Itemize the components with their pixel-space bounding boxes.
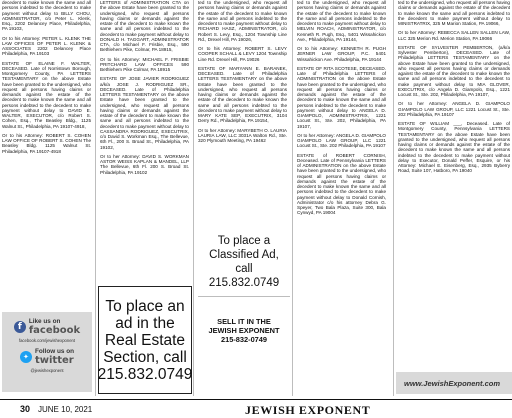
ad-phone: 215.832.0749 (97, 365, 193, 383)
notice-paragraph: Or to her Attorney: ANGELA D. GIAMPOLO GIAMPOLO LAW GROUP, LLC 1221 Locust St., Ste. 202 Philadelphia, PA 19107 (398, 101, 510, 117)
column-rule (193, 0, 194, 396)
notice-paragraph: Or to his Attorney: ROBERT S. COHEN LAW OFFICE OF ROBERT S. COHEN The Beasley Bldg. 1125 Walnut St. Philadelphia, PA 19107-4918 (2, 132, 91, 154)
twitter-handle[interactable]: @jewishexponent (30, 368, 64, 373)
notice-paragraph: Or to her Attorney: DAVID S. WORKMAN ASTOR WEISS KAPLAN & MANDEL, LLP The Bellevue, 6th Fl. 200 S. Broad St. Philadelphia, PA 19102 (100, 153, 189, 175)
ad-phone: call 215.832.0749 (208, 263, 280, 289)
classified-ad (200, 232, 288, 292)
ad-line: Real Estate (104, 331, 186, 349)
column-rule (292, 0, 293, 396)
legal-column-3 (196, 0, 289, 228)
facebook-url[interactable]: facebook.com/jewishexponent (18, 338, 76, 343)
page-number: 30 (20, 404, 31, 414)
notice-paragraph: ted to the undersigned, who request all persons having claims or demands against the estate of the decedent to make known the same and all persons indebted to the decedent to make payment without delay to MINISTRATRIX, 325 M Marion Station, PA 19066, (398, 0, 510, 26)
real-estate-ad (98, 286, 192, 394)
notice-paragraph: ESTATE OF JOSE JAVIER RODRIGUEZ a/k/a JOSE J. RODRIGUEZ SR., DECEASED. Late of Philadelphia LETTERS TESTAMENTARY on the above Estate have been granted to the undersigned, who request all persons having claims or demands against the estate of the decedent to make known the same and all persons indebted to the decedent to make payment without delay to CASSANDRA RODRIGUEZ, EXECUTRIX, c/o David S. Workman Esq., The Bellevue, 6th Fl., 200 S. Broad St., Philadelphia, PA 19102, (100, 76, 189, 150)
notice-paragraph: Or to her Attorney: ANGELA D. GIAMPOLO GIAMPOLO LAW GROUP, LLC 1221 Locust St., Ste. 202 Philadelphia, PA 19107 (297, 132, 386, 149)
ad-line: Classified Ad, (209, 249, 279, 261)
ad-line: To place an (105, 297, 185, 315)
notice-paragraph: ESTATE OF SYLVESTER PEMBERTON, (a/k/a Sylvester Pemberton), DECEASED. Late of Philadelphia LETTERS TESTAMENTARY on the above Estate have been granted to the undersigned, who request all persons having claims or demands against the estate of the decedent to make known the same and all persons indebted to the decedent to make payment without delay to MIA GLOVER, EXECUTRIX, c/o Angela D. Giampolo, Esq., 1221 Locust St., Ste. 202, Philadelphia, PA 19107, (398, 44, 510, 97)
legal-column-2 (98, 0, 191, 282)
website-url: www.JewishExponent.com (404, 378, 500, 388)
ad-line: ad in the (115, 314, 175, 332)
notice-paragraph: ted to the undersigned, who request all persons having claims or demands against the estate of the decedent to make known the same and all persons indebted to the decedent to make payment without delay to RICHARD HASZ, ADMINISTRATOR, c/o Robert S. Levy, Esq., 1204 Township Line Rd., Drexel Hill, PA 19026, (198, 0, 287, 42)
notice-paragraph: Or to his Attorney: KENNETH R. PUGH JERNER LAW GROUP, P.C. 5401 Wissahickon Ave. Philadelphia, PA 19144 (297, 46, 386, 62)
notice-paragraph: ESTATE of ROBERT CORNISH, Deceased. Late of Pennsylvania LETTERS of ADMINISTRATION on the above Estate have been granted to the undersigned, who request all persons having claims or demands against the estate of the decedent to make known the same and all persons indebted to the decedent to make payment without delay to Donald Cornish, Administrator c/o his attorney Debra G. Speyer, Two Bala Plaza, Suite 300, Bala Cynwyd, PA 19004 (297, 152, 386, 216)
social-media-box (2, 312, 92, 392)
notice-paragraph: Or to her Attorney: REBECCA SALLEN SALLEN LAW, LLC 325 Merion Rd. Merion Station, PA 19066 (398, 30, 510, 41)
page-footer (0, 399, 512, 418)
facebook-brand: facebook (28, 325, 81, 336)
follow-label: Follow us on (34, 348, 75, 355)
notice-paragraph: ESTATE OF ELAINE F. WALTER, DECEASED. Late of Norristown Borough, Montgomery County, PA LETTERS TESTAMENTARY on the above Estate have been granted to the undersigned, who request all persons having claims or demands against the estate of the decedent to make known the same and all persons indebted to the decedent to make payment without delay to DAVID E. WALTER, EXECUTOR, c/o Robert S. Cohen, Esq., The Beasley Bldg., 1125 Walnut St., Philadelphia, PA 19107-4918, (2, 60, 91, 129)
legal-column-5 (396, 0, 512, 360)
issue-date: JUNE 10, 2021 (38, 405, 93, 414)
notice-paragraph: ted to the undersigned, who request all persons having claims or demands against the estate of the decedent to make known the same and all persons indebted to the decedent to make payment without delay to MELVIN ROACH, ADMINISTRATOR, c/o Kenneth R. Pugh, Esq., 5401 Wissahickon Ave., Philadelphia, PA 19144, (297, 0, 386, 42)
facebook-badge[interactable] (14, 318, 80, 336)
ad-divider (198, 296, 290, 297)
ad-line: To place a (217, 235, 271, 247)
twitter-brand: twitter (34, 355, 74, 366)
column-rule (95, 0, 96, 396)
legal-column-1 (0, 0, 93, 308)
publication-masthead: JEWISH EXPONENT (245, 403, 371, 417)
notice-paragraph: Or to his Attorney: PETER L. KLENK THE LAW OFFICES OF PETER L. KLENK & ASSOCIATES 2202 Delancey Place Philadelphia, PA 19103 (2, 35, 91, 57)
sell-it-ad (200, 298, 288, 362)
notice-paragraph: ESTATE OF WILLIAM ___, Deceased. Late of Montgomery County, Pennsylvania LETTERS TESTAMENTARY on the above Estate have been granted to the undersigned, who request all persons having claims or demands against the estate of the decedent to make known the same and all persons indebted to the decedent to make payment without delay to Executor, Donald Peffer, Esquire, or his Attorney: Michael E. Eisenberg, Esq., 2935 Byberry Road, Suite 107, Hatboro, PA 19040 (398, 121, 510, 174)
twitter-badge[interactable] (20, 348, 74, 366)
notice-paragraph: decedent to make known the same and all persons indebted to the decedent to make payment without delay to BILLY CHOU, ADMINISTRATOR, c/o Peter L. Klenk, Esq., 2202 Delancey Place, Philadelphia, PA 19103, (2, 0, 91, 32)
notice-paragraph: ESTATE OF RITA SCOTESE, DECEASED. Late of Philadelphia LETTERS of ADMINISTRATION on the above Estate have been granted to the undersigned, who request all persons having claims or demands against the estate of the decedent to make known the same and all persons indebted to the decedent to make payment without delay to ANGELA D. GIAMPOLO, ADMINISTRATRIX, 1221 Locust St., Ste. 202, Philadelphia, PA 19107, (297, 65, 386, 129)
like-label: Like us on (28, 318, 61, 325)
ad-line: JEWISH EXPONENT (208, 325, 280, 335)
ad-line: SELL IT IN THE (217, 316, 271, 326)
notice-paragraph: Or to his Attorney: ROBERT S. LEVY COOPER SCHALL & LEVY 1204 Township Line Rd. Drexel Hill, PA 19026 (198, 46, 287, 62)
notice-paragraph: Or to her Attorney: MARYBETH O. LAURIA LAURIA LAW, LLC 3031A Walton Rd., Ste. 320 Plymouth Meeting, PA 19462 (198, 127, 287, 143)
website-banner[interactable] (396, 372, 512, 394)
twitter-bird-icon: ✦ (20, 351, 32, 363)
notice-paragraph: ESTATE OF MARYANN E. BARANEK, DECEASED. Late of Philadelphia LETTERS TESTAMENTARY on the above Estate have been granted to the undersigned, who request all persons having claims or demands against the estate of the decedent to make known the same and all persons indebted to the decedent to make payment without delay to MARY KATE SEP, EXECUTRIX, 3104 Derry Rd., Philadelphia, PA 19154, (198, 65, 287, 124)
ad-phone: 215-832-0749 (220, 334, 268, 344)
notice-paragraph: LETTERS of ADMINISTRATION CTA on the above Estate have been granted to the undersigned, who request all persons having claims or demands against the estate of the decedent to make known the same and all persons indebted to the decedent to make payment without delay to DONALD H. TAGGART, ADMINISTRATOR CTA, c/o Michael F. Frisbie, Esq., 590 Bethlehem Pike, Colmar, PA 18915, (100, 0, 189, 53)
column-rule (393, 0, 394, 396)
notice-paragraph: Or to his Attorney: MICHAEL F. FRISBIE PRITCHARD LAW OFFICES 590 Bethlehem Pike Colmar, PA 18915 (100, 56, 189, 72)
legal-column-4 (295, 0, 388, 396)
ad-line: Section, call (103, 348, 187, 366)
facebook-icon: f (14, 321, 26, 333)
